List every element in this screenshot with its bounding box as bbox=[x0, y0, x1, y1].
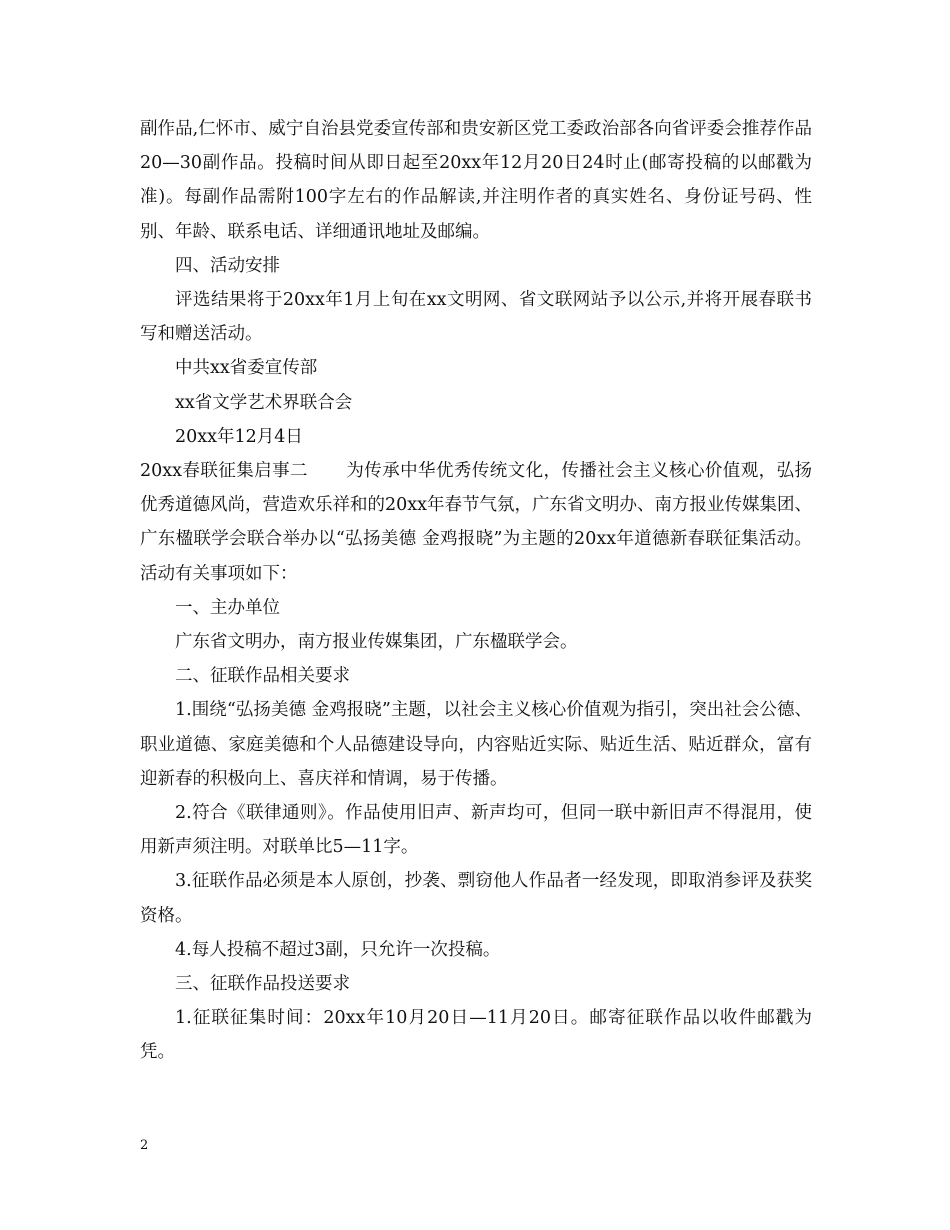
signature-date: 20xx年12月4日 bbox=[175, 426, 303, 447]
signature-line: xx省文学艺术界联合会 bbox=[175, 392, 353, 413]
list-item: 2.符合《联律通则》。作品使用旧声、新声均可，但同一联中新旧声不得混用，使用新声须注明。对联单比5—11字。 bbox=[140, 803, 812, 858]
list-item: 1.围绕“弘扬美德 金鸡报晓”主题，以社会主义核心价值观为指引，突出社会公德、职业道德、家庭美德和个人品德建设导向，内容贴近实际、贴近生活、贴近群众，富有迎新春的积极向上、喜庆祥和情调，易于传播。 bbox=[140, 700, 812, 789]
list-item: 4.每人投稿不超过3副，只允许一次投稿。 bbox=[175, 939, 501, 960]
section-heading: 二、征联作品相关要求 bbox=[175, 666, 350, 687]
paragraph: 副作品,仁怀市、威宁自治县党委宣传部和贵安新区党工委政治部各向省评委会推荐作品20—30副作品。投稿时间从即日起至20xx年12月20日24时止(邮寄投稿的以邮戳为准)。每副作品需附100字左右的作品解读,并注明作者的真实姓名、身份证号码、性别、年龄、联系电话、详细通讯地址及邮编。 bbox=[140, 119, 812, 242]
list-item: 1.征联征集时间：20xx年10月20日—11月20日。邮寄征联作品以收件邮戳为凭。 bbox=[140, 1008, 812, 1063]
paragraph: 广东省文明办，南方报业传媒集团，广东楹联学会。 bbox=[175, 632, 578, 653]
paragraph bbox=[140, 454, 812, 591]
section-heading: 三、征联作品投送要求 bbox=[175, 974, 350, 995]
section-heading: 四、活动安排 bbox=[175, 255, 280, 276]
paragraph: 评选结果将于20xx年1月上旬在xx文明网、省文联网站予以公示,并将开展春联书写和赠送活动。 bbox=[140, 290, 812, 345]
section-heading: 一、主办单位 bbox=[175, 597, 280, 618]
list-item: 3.征联作品必须是本人原创，抄袭、剽窃他人作品者一经发现，即取消参评及获奖资格。 bbox=[140, 871, 812, 926]
signature-line: 中共xx省委宣传部 bbox=[175, 358, 318, 379]
paragraph-text: 为传承中华优秀传统文化，传播社会主义核心价值观，弘扬优秀道德风尚，营造欢乐祥和的20xx年春节气氛，广东省文明办、南方报业传媒集团、广东楹联学会联合举办以“弘扬美德 金鸡报晓”为主题的20xx年道德新春联征集活动。活动有关事项如下： bbox=[140, 461, 813, 584]
document-body bbox=[140, 112, 812, 1070]
page-number: 2 bbox=[140, 1138, 149, 1153]
document-heading: 20xx春联征集启事二 bbox=[140, 461, 308, 482]
